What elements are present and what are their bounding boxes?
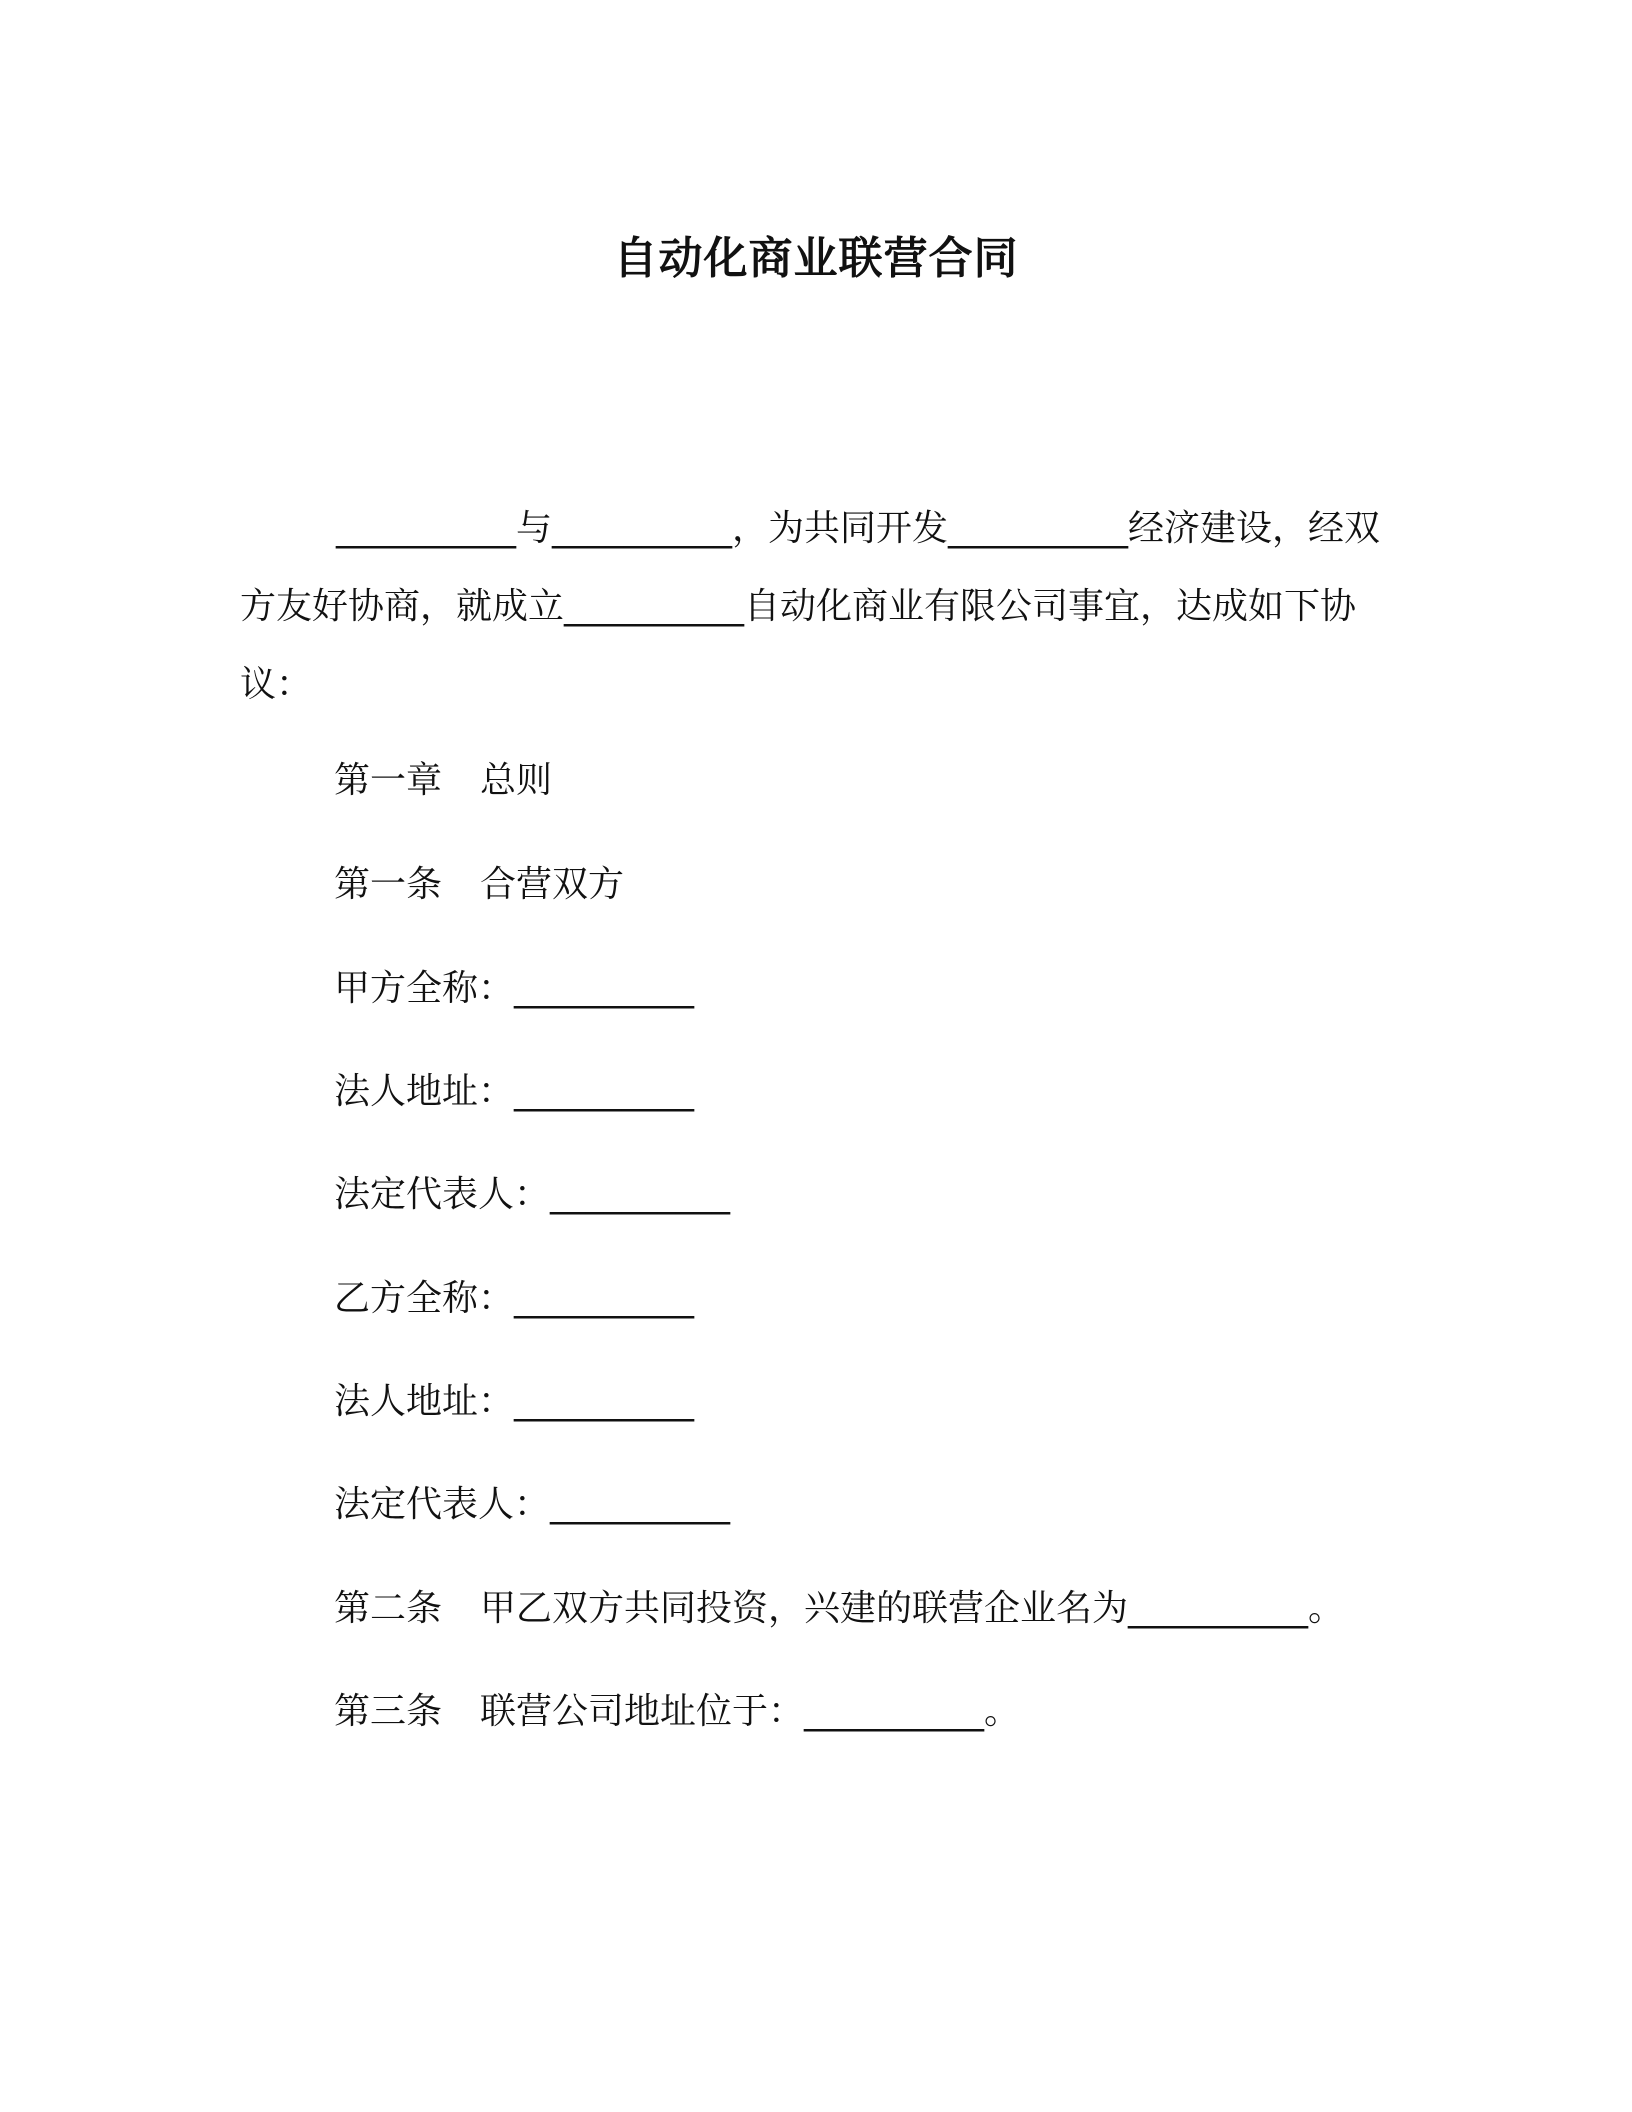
document-title: 自动化商业联营合同 [613, 233, 1019, 284]
article-3-text: 联营公司地址位于：__________。 [480, 1691, 1021, 1732]
chapter-1-heading [334, 752, 552, 803]
article-2-text: 甲乙双方共同投资，兴建的联营企业名为__________。 [480, 1588, 1345, 1629]
article-1-name: 合营双方 [480, 864, 625, 905]
party-a-representative-field: 法定代表人：__________ [334, 1174, 731, 1215]
party-b-address-field: 法人地址：__________ [334, 1381, 695, 1422]
article-1-number: 第一条 [334, 864, 443, 905]
article-3-number: 第三条 [334, 1691, 443, 1732]
chapter-1-name: 总则 [480, 760, 553, 801]
article-2 [334, 1580, 1344, 1631]
party-a-address-field: 法人地址：__________ [334, 1071, 695, 1112]
chapter-1-number: 第一章 [334, 760, 443, 801]
intro-paragraph: __________与__________，为共同开发__________经济建设，经双方友好协商，就成立__________自动化商业有限公司事宜，达成如下协议： [240, 508, 1381, 705]
article-1-heading [334, 856, 624, 907]
party-a-name-field: 甲方全称：__________ [334, 968, 695, 1009]
party-b-representative-field: 法定代表人：__________ [334, 1484, 731, 1525]
party-b-name-field: 乙方全称：__________ [334, 1278, 695, 1319]
article-2-number: 第二条 [334, 1588, 443, 1629]
article-3 [334, 1683, 1020, 1734]
